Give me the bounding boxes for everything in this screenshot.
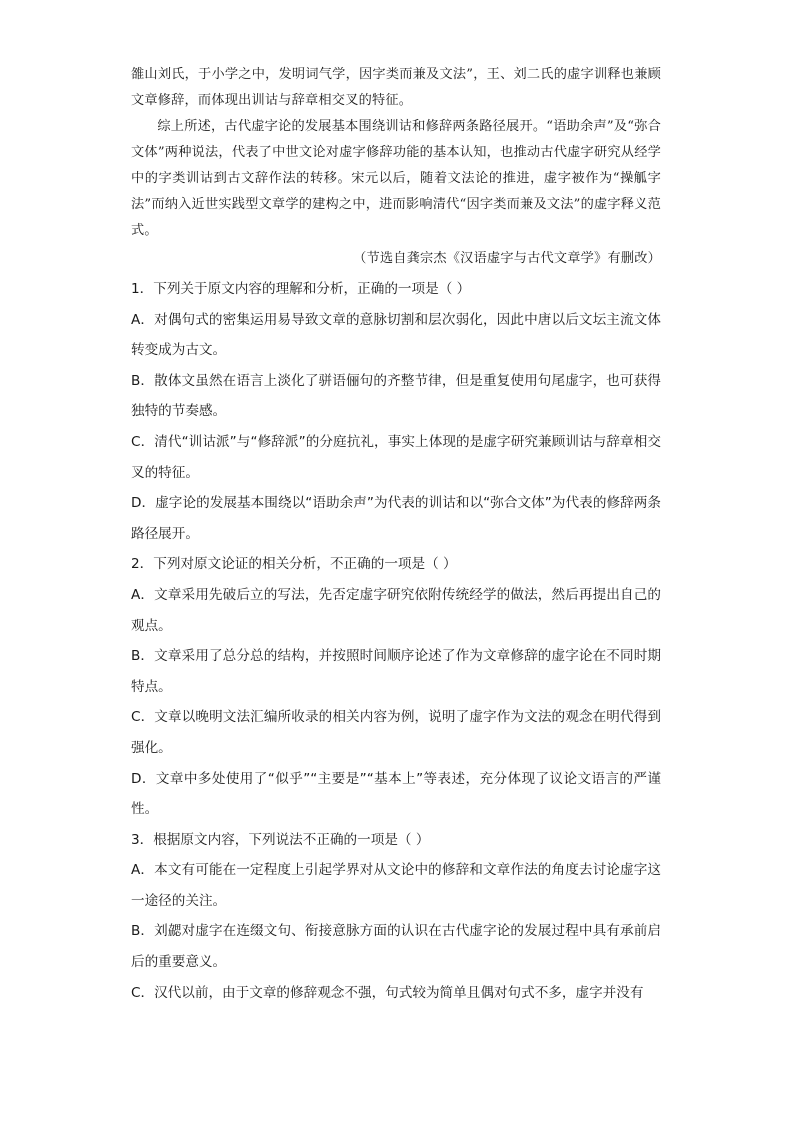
option-b: B．刘勰对虚字在连缀文句、衔接意脉方面的认识在古代虚字论的发展过程中具有承前启后的重要意义。 <box>131 923 661 971</box>
option-b: B．散体文虽然在语言上淡化了骈语俪句的齐整节律，但是重复使用句尾虚字，也可获得独特的节奏感。 <box>131 372 661 420</box>
question-stem: 1．下列关于原文内容的理解和分析，正确的一项是（ ） <box>131 281 471 297</box>
question-1 <box>131 274 661 549</box>
question-3 <box>131 825 661 1009</box>
option-a: A．本文有可能在一定程度上引起学界对从文论中的修辞和文章作法的角度去讨论虚字这一途径的关注。 <box>131 862 661 909</box>
option-b: B．文章采用了总分总的结构，并按照时间顺序论述了作为文章修辞的虚字论在不同时期特点。 <box>131 648 661 695</box>
option-d: D．文章中多处使用了“似乎”“主要是”“基本上”等表述，充分体现了议论文语言的严谨性。 <box>131 770 661 818</box>
option-c: C．文章以晚明文法汇编所收录的相关内容为例，说明了虚字作为文法的观念在明代得到强化。 <box>131 709 661 756</box>
question-2 <box>131 549 661 824</box>
question-stem: 3．根据原文内容，下列说法不正确的一项是（ ） <box>131 831 430 848</box>
option-a: A．文章采用先破后立的写法，先否定虚字研究依附传统经学的做法，然后再提出自己的观点。 <box>131 586 661 634</box>
option-c: C．清代“训诂派”与“修辞派”的分庭抗礼，事实上体现的是虚字研究兼顾训诂与辞章相交叉的特征。 <box>131 433 661 481</box>
question-stem: 2．下列对原文论证的相关分析，不正确的一项是（ ） <box>131 556 457 573</box>
passage-source: （节选自龚宗杰《汉语虚字与古代文章学》有删改） <box>353 251 661 266</box>
option-d: D．虚字论的发展基本围绕以“语助余声”为代表的训诂和以“弥合文体”为代表的修辞两条路径展开。 <box>131 495 661 542</box>
questions <box>131 274 661 1008</box>
option-c: C．汉代以前，由于文章的修辞观念不强，句式较为简单且偶对句式不多，虚字并没有 <box>131 984 644 1001</box>
option-a: A．对偶句式的密集运用易导致文章的意脉切割和层次弱化，因此中唐以后文坛主流文体转变成为古文。 <box>131 311 661 359</box>
document-page <box>131 62 661 1008</box>
passage <box>131 62 661 272</box>
passage-paragraph: 雒山刘氏，于小学之中，发明词气学，因字类而兼及文法”，王、刘二氏的虚字训释也兼顾文章修辞，而体现出训诂与辞章相交叉的特征。 <box>131 67 661 108</box>
passage-paragraph: 综上所述，古代虚字论的发展基本围绕训诂和修辞两条路径展开。“语助余声”及“弥合文体”两种说法，代表了中世文论对虚字修辞功能的基本认知，也推动古代虚字研究从经学中的字类训诂到古文辞作法的转移。宋元以后，随着文法论的推进，虚字被作为“操觚字法”而纳入近世实践型文章学的建构之中，进而影响清代“因字类而兼及文法”的虚字释义范式。 <box>131 119 661 238</box>
